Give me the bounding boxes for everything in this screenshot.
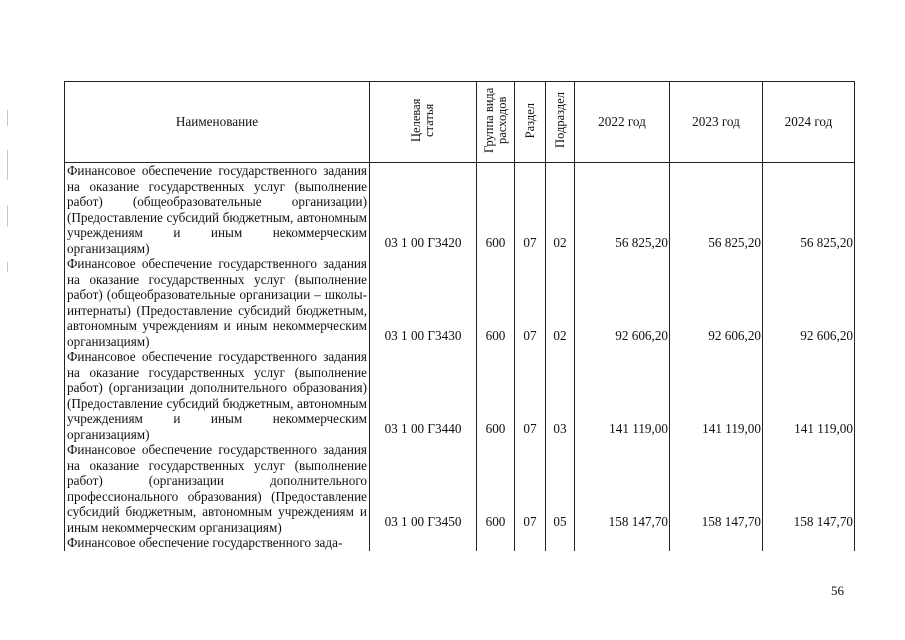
row-expense-group [477,535,515,551]
row-expense-group: 600 [477,256,515,349]
row-amount-2024 [763,535,855,551]
row-amount-2022: 141 119,00 [575,349,670,442]
row-expense-group: 600 [477,163,515,257]
table-row [65,349,855,442]
row-target-article: 03 1 00 Г3420 [370,163,477,257]
row-amount-2022: 158 147,70 [575,442,670,535]
table-row [65,256,855,349]
header-expense-group: Группа вида расходов [477,82,515,163]
table-row [65,442,855,535]
row-target-article: 03 1 00 Г3430 [370,256,477,349]
header-subsection: Подраздел [546,82,575,163]
row-name: Финансовое обеспечение государственного задания на оказание государственных услуг (выполнение работ) (общеобразовательные организации – школы-интернаты) (Предоставление субсидий бюджетным, автономным учреждениям и иным некоммерческим организациям) [65,256,370,349]
page-number: 56 [831,583,844,598]
row-subsection: 05 [546,442,575,535]
row-subsection: 02 [546,256,575,349]
row-amount-2023: 141 119,00 [670,349,763,442]
header-target-article: Целевая статья [370,82,477,163]
row-subsection: 02 [546,163,575,257]
row-amount-2022: 92 606,20 [575,256,670,349]
row-amount-2023: 92 606,20 [670,256,763,349]
header-name: Наименование [65,82,370,163]
row-subsection: 03 [546,349,575,442]
row-name: Финансовое обеспечение государственного задания на оказание государственных услуг (выполнение работ) (организации дополнительного профессионального образования) (Предоставление субсидий бюджетным, автономным учреждениям и иным некоммерческим организациям) [65,442,370,535]
row-amount-2023: 56 825,20 [670,163,763,257]
budget-table [64,81,855,551]
row-target-article [370,535,477,551]
header-year-2023: 2023 год [670,82,763,163]
scan-margin-mark [7,205,8,227]
row-name: Финансовое обеспечение государственного задания на оказание государственных услуг (выполнение работ) (организации дополнительного образования) (Предоставление субсидий бюджетным, автономным учреждениям и иным некоммерческим организациям) [65,349,370,442]
table-header-row [65,82,855,163]
row-target-article: 03 1 00 Г3450 [370,442,477,535]
row-amount-2024: 92 606,20 [763,256,855,349]
row-amount-2024: 56 825,20 [763,163,855,257]
table-row [65,163,855,257]
row-target-article: 03 1 00 Г3440 [370,349,477,442]
row-amount-2024: 141 119,00 [763,349,855,442]
header-year-2024: 2024 год [763,82,855,163]
row-expense-group: 600 [477,349,515,442]
row-section: 07 [515,163,546,257]
row-amount-2022: 56 825,20 [575,163,670,257]
row-amount-2024: 158 147,70 [763,442,855,535]
row-amount-2023 [670,535,763,551]
row-amount-2023: 158 147,70 [670,442,763,535]
row-section: 07 [515,442,546,535]
row-section [515,535,546,551]
table-row-partial [65,535,855,551]
scan-margin-mark [7,110,8,126]
row-subsection [546,535,575,551]
row-section: 07 [515,349,546,442]
row-name: Финансовое обеспечение государственного зада- [65,535,370,551]
header-year-2022: 2022 год [575,82,670,163]
row-section: 07 [515,256,546,349]
scan-margin-mark [7,150,8,180]
row-name: Финансовое обеспечение государственного задания на оказание государственных услуг (выполнение работ) (общеобразовательные организации) (Предоставление субсидий бюджетным, автономным учреждениям и иным некоммерческим организациям) [65,163,370,257]
row-amount-2022 [575,535,670,551]
row-expense-group: 600 [477,442,515,535]
scan-margin-mark [7,262,8,272]
header-section: Раздел [515,82,546,163]
